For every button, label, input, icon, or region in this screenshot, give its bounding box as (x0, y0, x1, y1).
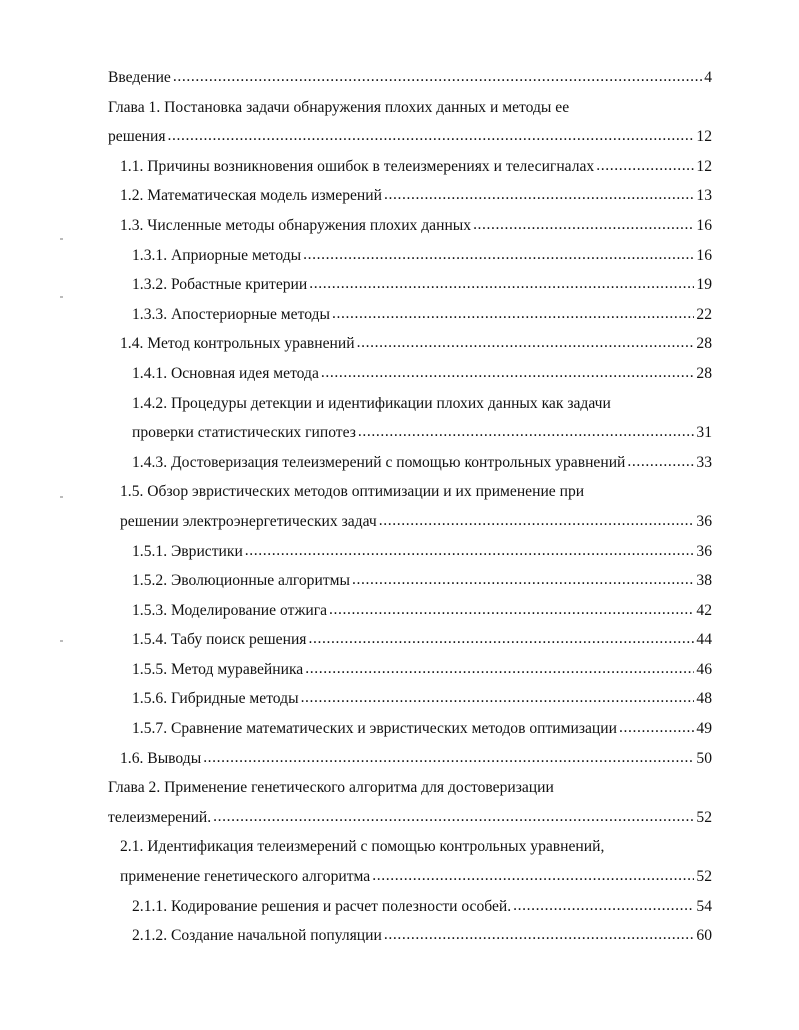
leader-dots (245, 536, 695, 566)
leader-dots (384, 920, 695, 950)
toc-page-number: 54 (696, 897, 712, 915)
toc-page-number: 33 (696, 453, 712, 471)
toc-entry[interactable] (108, 270, 712, 300)
toc-entry-title: 1.1. Причины возникновения ошибок в телеизмерениях и телесигналах (120, 157, 595, 175)
toc-entry-title: 1.3. Численные методы обнаружения плохих данных (120, 216, 472, 234)
toc-page-number: 28 (696, 364, 712, 382)
leader-dots (358, 417, 695, 447)
toc-page-number: 52 (696, 808, 712, 826)
toc-entry-line1[interactable]: Глава 2. Применение генетического алгоритма для достоверизации (108, 779, 554, 797)
toc-entry-title: 1.5.5. Метод муравейника (132, 660, 304, 678)
toc-entry-title: 1.4.1. Основная идея метода (132, 364, 319, 382)
toc-page-number: 38 (696, 572, 712, 590)
leader-dots (329, 595, 694, 625)
toc-entry[interactable] (108, 625, 712, 655)
leader-dots (372, 861, 694, 891)
toc-entry[interactable] (108, 63, 712, 93)
leader-dots (619, 713, 694, 743)
toc-page-number: 28 (696, 335, 712, 353)
toc-entry[interactable] (108, 181, 712, 211)
toc-entry[interactable] (108, 418, 712, 448)
toc-entry-line1[interactable]: 1.5. Обзор эвристических методов оптимизации и их применение при (120, 483, 585, 501)
toc-entry[interactable] (108, 329, 712, 359)
toc-entry[interactable] (108, 684, 712, 714)
toc-page-number: 46 (696, 660, 712, 678)
scan-mark (60, 640, 63, 642)
toc-entry-title: 1.5.7. Сравнение математических и эвристических методов оптимизации (132, 720, 617, 738)
scan-mark (60, 496, 63, 498)
toc-entry[interactable] (108, 655, 712, 685)
toc-entry[interactable] (108, 596, 712, 626)
toc-entry-title: 1.3.2. Робастные критерии (132, 276, 308, 294)
leader-dots (384, 180, 694, 210)
toc-entry-title: 1.5.4. Табу поиск решения (132, 631, 307, 649)
toc-entry-title: Введение (108, 69, 171, 86)
leader-dots (321, 358, 695, 388)
leader-dots (352, 565, 694, 595)
toc-entry[interactable] (108, 714, 712, 744)
toc-entry[interactable] (108, 241, 712, 271)
toc-entry-title: 1.5.2. Эволюционные алгоритмы (132, 572, 350, 590)
toc-page-number: 49 (696, 720, 712, 738)
toc-entry[interactable] (108, 448, 712, 478)
toc-entry[interactable] (108, 211, 712, 241)
leader-dots (168, 121, 695, 151)
toc-entry-title: решении электроэнергетических задач (120, 512, 377, 530)
toc-entry[interactable] (108, 122, 712, 152)
leader-dots (627, 447, 694, 477)
leader-dots (213, 802, 694, 832)
toc-entry-title: 1.3.3. Апостериорные методы (132, 305, 330, 323)
toc-entry-title: 1.4.3. Достоверизация телеизмерений с помощью контрольных уравнений (132, 453, 626, 471)
toc-page-number: 4 (704, 69, 712, 86)
toc-entry[interactable] (108, 566, 712, 596)
toc-entry-line1[interactable]: 1.4.2. Процедуры детекции и идентификации плохих данных как задачи (132, 394, 611, 412)
toc-page-number: 12 (696, 128, 712, 146)
toc-page-number: 16 (696, 246, 712, 264)
leader-dots (305, 654, 694, 684)
toc-entry[interactable] (108, 300, 712, 330)
leader-dots (203, 743, 694, 773)
leader-dots (473, 210, 694, 240)
toc-entry-title: 2.1.2. Создание начальной популяции (132, 927, 382, 945)
toc-page-number: 44 (696, 631, 712, 649)
toc-page-number: 36 (696, 542, 712, 560)
leader-dots (308, 624, 694, 654)
toc-page-number: 60 (696, 927, 712, 945)
toc-entry-title: применение генетического алгоритма (120, 868, 371, 886)
toc-page-number: 19 (696, 276, 712, 294)
toc-entry[interactable] (108, 537, 712, 567)
toc-entry[interactable] (108, 152, 712, 182)
leader-dots (332, 299, 694, 329)
toc-entry-title: телеизмерений. (108, 808, 212, 826)
toc-page-number: 36 (696, 512, 712, 530)
toc-page-number: 48 (696, 690, 712, 708)
scan-mark (60, 238, 63, 240)
toc-page-number: 31 (696, 424, 712, 442)
toc-page-number: 16 (696, 216, 712, 234)
toc-entry-title: 1.4. Метод контрольных уравнений (120, 335, 355, 353)
leader-dots (357, 328, 695, 358)
toc-entry-title: 1.6. Выводы (120, 749, 202, 767)
toc-entry-title: 1.3.1. Априорные методы (132, 246, 302, 264)
toc-entry[interactable] (108, 507, 712, 537)
table-of-contents (108, 63, 712, 951)
toc-entry-title: 1.5.1. Эвристики (132, 542, 243, 560)
toc-page-number: 22 (696, 305, 712, 323)
toc-entry[interactable] (108, 359, 712, 389)
toc-page-number: 52 (696, 868, 712, 886)
toc-entry-title: решения (108, 128, 166, 146)
scan-margin-marks (60, 0, 100, 1030)
toc-entry[interactable] (108, 862, 712, 892)
toc-entry-title: 1.5.6. Гибридные методы (132, 690, 299, 708)
toc-entry-title: проверки статистических гипотез (132, 424, 356, 442)
toc-entry-title: 2.1.1. Кодирование решения и расчет полезности особей. (132, 897, 512, 915)
scan-mark (60, 296, 63, 298)
toc-page-number: 12 (696, 157, 712, 175)
leader-dots (303, 240, 694, 270)
leader-dots (309, 269, 694, 299)
toc-entry-title: 1.2. Математическая модель измерений (120, 187, 382, 205)
leader-dots (513, 891, 694, 921)
leader-dots (301, 683, 695, 713)
toc-page-number: 50 (696, 749, 712, 767)
leader-dots (379, 506, 695, 536)
toc-entry[interactable] (108, 892, 712, 922)
toc-entry-line1[interactable]: 2.1. Идентификация телеизмерений с помощью контрольных уравнений, (120, 838, 605, 856)
leader-dots (596, 151, 694, 181)
toc-entry-title: 1.5.3. Моделирование отжига (132, 601, 328, 619)
toc-entry[interactable] (108, 921, 712, 951)
toc-entry[interactable] (108, 803, 712, 833)
toc-page-number: 13 (696, 187, 712, 205)
toc-page-number: 42 (696, 601, 712, 619)
toc-entry-line1[interactable]: Глава 1. Постановка задачи обнаружения плохих данных и методы ее (108, 98, 570, 116)
toc-entry[interactable] (108, 744, 712, 774)
leader-dots (173, 62, 702, 92)
